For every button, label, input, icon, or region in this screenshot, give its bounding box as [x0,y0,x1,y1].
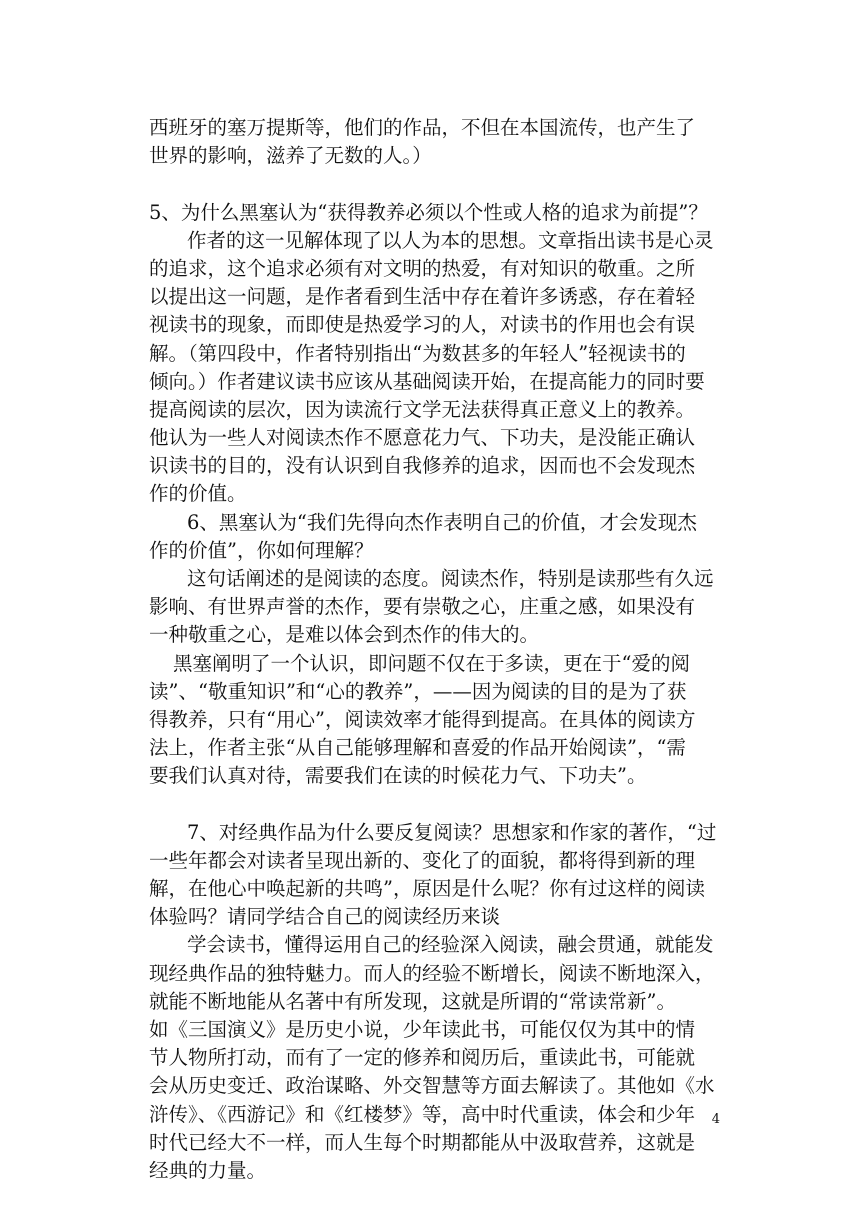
text-line: 浒传》、《西游记》和《红楼梦》等，高中时代重读，体会和少年 [149,1102,696,1126]
text-line: 作的价值”，你如何理解？ [149,538,374,562]
paragraph-a5 [149,227,715,509]
text-line: 作的价值。 [149,482,247,506]
text-line: 读”、“敬重知识”和“心的教养”，——因为阅读的目的是为了获 [149,679,687,703]
text-line: 这句话阐述的是阅读的态度。阅读杰作，特别是读那些有久远 [187,567,714,590]
paragraph-q6 [149,509,715,565]
text-line: 他认为一些人对阅读杰作不愿意花力气、下功夫，是没能正确认 [149,426,696,450]
page-number: 4 [711,1112,720,1127]
text-line: 就能不断地能从名著中有所发现，这就是所谓的“常读常新”。 [149,989,676,1013]
text-line: 现经典作品的独特魅力。而人的经验不断增长，阅读不断地深入， [149,961,715,985]
text-line: 如《三国演义》是历史小说，少年读此书，可能仅仅为其中的情 [149,1018,696,1041]
paragraph-a7 [149,931,715,1185]
text-line: 解。（第四段中，作者特别指出“为数甚多的年轻人”轻视读书的 [149,341,686,365]
paragraph-gap [149,791,715,819]
text-line: 节人物所打动，而有了一定的修养和阅历后，重读此书，可能就 [149,1046,696,1070]
text-line: 要我们认真对待，需要我们在读的时候花力气、下功夫”。 [149,764,647,788]
text-line: 会从历史变迁、政治谋略、外交智慧等方面去解读了。其他如《水 [149,1074,715,1098]
text-line: 的追求，这个追求必须有对文明的热爱，有对知识的敬重。之所 [149,256,696,280]
text-line: 时代已经大不一样，而人生每个时期都能从中汲取营养，这就是 [149,1130,696,1154]
text-line: 6、黑塞认为“我们先得向杰作表明自己的价值，才会发现杰 [187,510,697,534]
text-line: 5、为什么黑塞认为“获得教养必须以个性或人格的追求为前提”？ [149,200,708,224]
text-line: 体验吗？请同学结合自己的阅读经历来谈 [149,905,501,929]
text-line: 解，在他心中唤起新的共鸣”，原因是什么呢？你有过这样的阅读 [149,877,705,901]
text-line: 7、对经典作品为什么要反复阅读？思想家和作家的著作，“过 [187,820,717,844]
paragraph-q5 [149,199,715,227]
paragraph-p0 [149,114,715,170]
paragraph-gap [149,170,715,198]
text-line: 影响、有世界声誉的杰作，要有崇敬之心，庄重之感，如果没有 [149,595,696,619]
text-line: 学会读书，懂得运用自己的经验深入阅读，融会贯通，就能发 [187,933,714,957]
text-line: 以提出这一问题，是作者看到生活中存在着许多诱惑，存在着轻 [149,285,696,309]
paragraph-q7 [149,819,715,932]
body-text [149,114,715,1185]
text-line: 倾向。）作者建议读书应该从基础阅读开始，在提高能力的同时要 [149,369,705,393]
paragraph-a6 [149,565,715,650]
paragraph-a6b [149,650,715,791]
text-line: 法上，作者主张“从自己能够理解和喜爱的作品开始阅读”，“需 [149,736,686,760]
text-line: 提高阅读的层次，因为读流行文学无法获得真正意义上的教养。 [149,397,696,421]
text-line: 得教养，只有“用心”，阅读效率才能得到提高。在具体的阅读方 [149,707,696,731]
text-line: 黑塞阐明了一个认识，即问题不仅在于多读，更在于“爱的阅 [173,651,690,675]
text-line: 作者的这一见解体现了以人为本的思想。文章指出读书是心灵 [187,228,714,252]
text-line: 世界的影响，滋养了无数的人。） [149,144,432,168]
text-line: 经典的力量。 [149,1158,267,1182]
text-line: 视读书的现象，而即使是热爱学习的人，对读书的作用也会有误 [149,313,696,337]
text-line: 一些年都会对读者呈现出新的、变化了的面貌，都将得到新的理 [149,848,696,872]
text-line: 一种敬重之心，是难以体会到杰作的伟大的。 [149,623,540,647]
text-line: 识读书的目的，没有认识到自我修养的追求，因而也不会发现杰 [149,454,696,478]
text-line: 西班牙的塞万提斯等，他们的作品，不但在本国流传，也产生了 [149,116,696,139]
